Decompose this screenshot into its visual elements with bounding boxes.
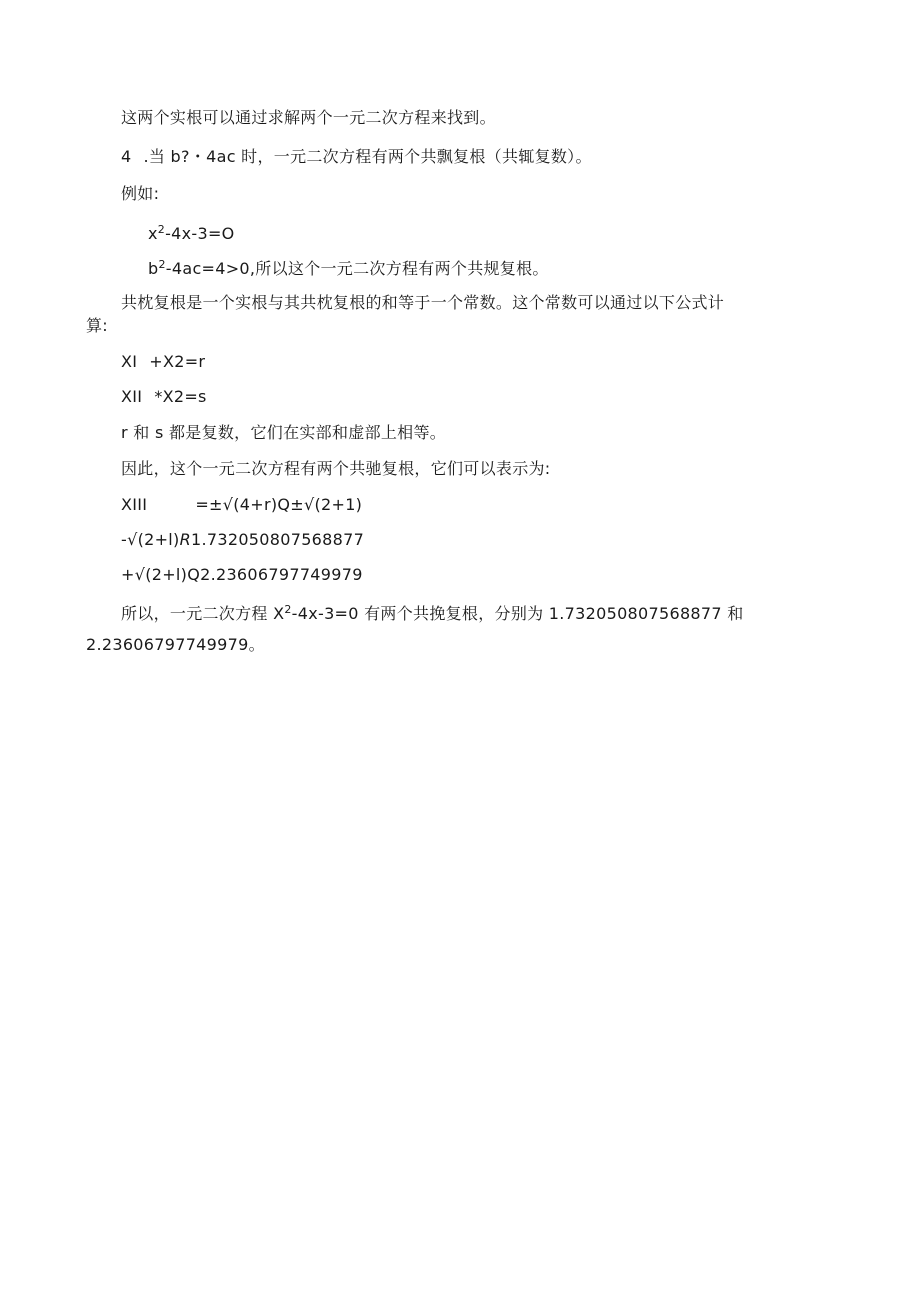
formula-root-2: +√(2+l)Q2.23606797749979 — [121, 565, 363, 584]
equation-2: $b^2-4ac=4>0$,所以这个一元二次方程有两个共规复根。 — [148, 258, 549, 278]
paragraph-7-line-2: 2.23606797749979。 — [86, 635, 265, 654]
paragraph-3: 例如: — [121, 184, 160, 203]
paragraph-1: 这两个实根可以通过求解两个一元二次方程来找到。 — [121, 108, 496, 127]
formula-roots: XIII =±√(4+r)Q±√(2+1) — [121, 495, 363, 514]
paragraph-7-line-1: 所以，一元二次方程 $X^2-4x-3=0$ 有两个共挽复根，分别为 1.732050807568877 和 — [121, 603, 744, 623]
paragraph-5: r 和 s 都是复数，它们在实部和虚部上相等。 — [121, 423, 447, 442]
formula-sum: XI +X2=r — [121, 352, 206, 371]
list-text: .当 b?・4ac 时，一元二次方程有两个共飘复根（共辄复数）。 — [143, 147, 592, 166]
equation-1: $x^2-4x-3=O$ — [148, 223, 235, 243]
formula-root-1: -√(2+l)R1.732050807568877 — [121, 530, 365, 549]
paragraph-4-line-1: 共枕复根是一个实根与其共枕复根的和等于一个常数。这个常数可以通过以下公式计 — [121, 293, 725, 312]
list-number: 4 — [121, 147, 132, 166]
paragraph-4-line-2: 算: — [86, 316, 108, 335]
formula-product: XII *X2=s — [121, 387, 207, 406]
paragraph-6: 因此，这个一元二次方程有两个共驰复根，它们可以表示为: — [121, 459, 551, 478]
paragraph-2 — [121, 146, 592, 168]
